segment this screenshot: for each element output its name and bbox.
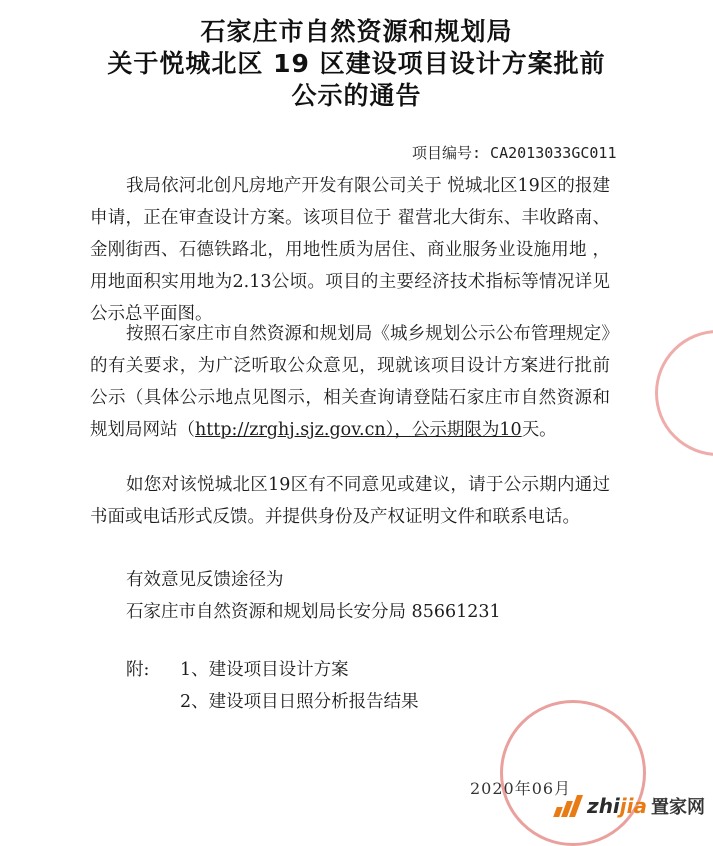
- paragraph-publicity-rules: [90, 318, 610, 446]
- watermark-site-name: 置家网: [651, 797, 705, 818]
- official-seal-stamp: [655, 330, 713, 456]
- paragraph-publicity-text: 按照石家庄市自然资源和规划局《城乡规划公示公布管理规定》的有关要求，为广泛听取公众意见，现就该项目设计方案进行批前公示（具体公示地点见图示，相关查询请登陆石家庄市自然资源和规划局网站（: [90, 324, 610, 440]
- attachments-label: 附:: [126, 660, 150, 680]
- publicity-period: 公示期限为10: [411, 420, 522, 440]
- attachment-item: 1、建设项目设计方案: [180, 660, 349, 680]
- notice-title-line2: 关于悦城北区 19 区建设项目设计方案批前: [107, 49, 606, 78]
- paragraph-publicity-end: 天。: [521, 420, 557, 440]
- paragraph-project-info: 我局依河北创凡房地产开发有限公司关于 悦城北区19区的报建申请，正在审查设计方案。该项目位于 翟营北大街东、丰收路南、金刚街西、石德铁路北，用地性质为居住、商业服务业设施用地 ，用地面积实用地为2.13公顷。项目的主要经济技术指标等情况详见公示总平面图。: [90, 176, 610, 324]
- feedback-contact: 石家庄市自然资源和规划局长安分局 85661231: [126, 602, 501, 622]
- attachment-item: 2、建设项目日照分析报告结果: [180, 692, 419, 712]
- notice-date: 2020年06月: [470, 779, 572, 798]
- watermark-logo: [553, 793, 705, 819]
- notice-title-line1: 石家庄市自然资源和规划局: [200, 17, 513, 46]
- paragraph-publicity-mid: ），: [385, 420, 412, 440]
- official-seal-stamp: [500, 700, 646, 846]
- notice-title-line3: 公示的通告: [291, 81, 422, 110]
- project-number: 项目编号: CA2013033GC011: [412, 144, 617, 162]
- logo-bars-icon: [553, 795, 583, 817]
- paragraph-feedback-request: 如您对该悦城北区19区有不同意见或建议，请于公示期内通过书面或电话形式反馈。并提供身份及产权证明文件和联系电话。: [90, 475, 610, 527]
- website-link[interactable]: http://zrghj.sjz.gov.cn: [195, 420, 386, 440]
- feedback-title: 有效意见反馈途径为: [126, 570, 284, 590]
- watermark-brand: zhijia: [587, 794, 647, 818]
